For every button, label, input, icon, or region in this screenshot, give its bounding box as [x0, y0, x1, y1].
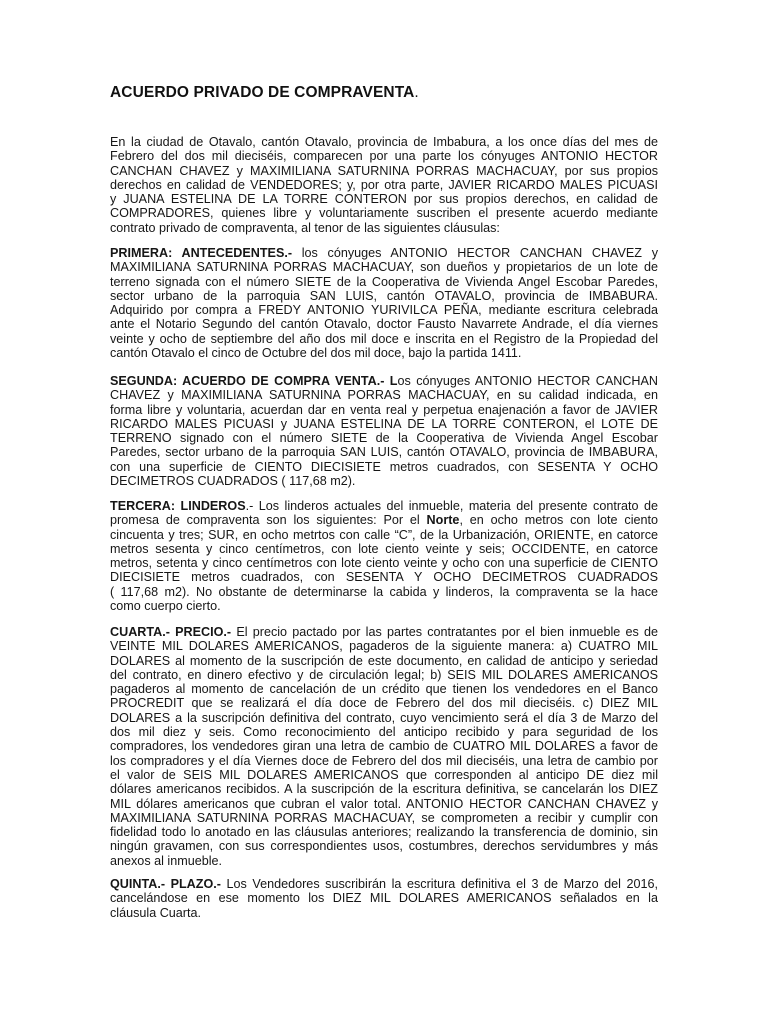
- clause-line: [110, 625, 658, 639]
- clause-line: forma libre y voluntaria, acuerdan dar en venta real y perpetua enajenación a favor de JAVIER: [110, 402, 658, 417]
- clause-text: , en ocho metros con lote ciento: [459, 513, 659, 528]
- clause-line: Paredes, sector urbano de la parroquia SAN LUIS, cantón OTAVALO, provincia de IMBABURA,: [110, 445, 658, 460]
- clause-line: compradores, los vendedores giran una letra de cambio de CUATRO MIL DOLARES a favor de: [110, 739, 658, 754]
- clause-cuarta: [110, 625, 658, 868]
- intro-line: CANCHAN CHAVEZ y MAXIMILIANA SATURNINA PORRAS MACHACUAY, por sus propios: [110, 163, 658, 178]
- intro-line: contrato privado de compraventa, al tenor de las siguientes cláusulas:: [110, 220, 500, 235]
- clause-line: sector urbano de la parroquia SAN LUIS, cantón OTAVALO, provincia de IMBABURA.: [110, 288, 658, 303]
- clause-line: PROCREDIT que se realizará el día doce de Febrero del dos mil dieciséis. c) DIEZ MIL: [110, 696, 658, 711]
- clause-line: Adquirido por compra a FREDY ANTONIO YURIVILCA PEÑA, mediante escritura celebrada: [110, 303, 658, 318]
- clause-text: .- Los linderos actuales del inmueble, materia del presente contrato de: [245, 499, 658, 513]
- clause-line: [110, 513, 658, 527]
- clause-line: dólares americanos recibidos. A la suscripción de la escritura definitiva, se cancelarán los DIEZ: [110, 782, 658, 797]
- intro-line: y JUANA ESTELINA DE LA TORRE CONTERON por sus propios derechos, en calidad de: [110, 192, 658, 207]
- clause-line: como cuerpo cierto.: [110, 599, 221, 614]
- clause-tercera: [110, 499, 658, 613]
- clause-line: fidelidad todo lo anotado en las cláusulas anteriores; realizando la transferencia de dominio, sin: [110, 825, 658, 840]
- clause-line: cláusula Cuarta.: [110, 905, 202, 920]
- clause-line: veinte y ocho de septiembre del año dos mil doce e inscrita en el Registro de la Propiedad del: [110, 331, 658, 346]
- clause-heading: PRIMERA: ANTECEDENTES.-: [110, 246, 293, 260]
- clause-emphasis: Norte: [426, 513, 460, 528]
- clause-quinta: [110, 877, 658, 920]
- clause-line: metros, setenta y cinco centímetros con lote ciento veinte y ocho con una superficie de CIENTO: [110, 556, 658, 571]
- intro-paragraph: [110, 135, 658, 235]
- clause-line: MIL dólares americanos que cubran el valor total. ANTONIO HECTOR CANCHAN CHAVEZ y: [110, 796, 658, 811]
- clause-line: TERRENO signado con el número SIETE de la Cooperativa de Vivienda Angel Escobar: [110, 431, 658, 446]
- clause-line: con una superficie de CIENTO DIECISIETE metros cuadrados, con SESENTA Y OCHO: [110, 459, 658, 474]
- clause-line: [110, 499, 658, 513]
- clause-line: DIECISIETE metros cuadrados, con SESENTA Y OCHO DECIMETROS CUADRADOS: [110, 570, 658, 585]
- clause-text: promesa de compraventa son los siguientes: Por el: [110, 513, 427, 528]
- clause-text: El precio pactado por las partes contratantes por el bien inmueble es de: [231, 625, 658, 639]
- clause-line: [110, 246, 658, 260]
- clause-line: RICARDO MALES PICUASI y JUANA ESTELINA DE LA TORRE CONTERON, el LOTE DE: [110, 416, 658, 431]
- clause-heading: SEGUNDA: ACUERDO DE COMPRA VENTA.- L: [110, 374, 398, 388]
- title-end: .: [414, 84, 419, 101]
- clause-line: CHAVEZ y MAXIMILIANA SATURNINA PORRAS MACHACUAY, en su calidad indicada, en: [110, 388, 658, 403]
- intro-line: Febrero del dos mil dieciséis, comparecen por una parte los cónyuges ANTONIO HECTOR: [110, 149, 658, 164]
- clause-line: ( 117,68 m2). No obstante de determinarse la cabida y linderos, la compraventa se la hace: [110, 584, 658, 599]
- clause-line: dos mil diez y seis. Como reconocimiento del anticipo recibido y para seguridad de los: [110, 725, 658, 740]
- clause-line: MAXIMILIANA SATURNINA PORRAS MACHACUAY, son dueños y propietarios de un lote de: [110, 260, 658, 275]
- title-text: ACUERDO PRIVADO DE COMPRAVENTA: [110, 84, 415, 101]
- clause-line: DOLARES al momento de la suscripción de este documento, en calidad de anticipo y seriedad: [110, 653, 658, 668]
- clause-line: pagaderos al momento de cancelación de un crédito que tienen los vendedores en el Banco: [110, 682, 658, 697]
- clause-heading: CUARTA.- PRECIO.-: [110, 625, 232, 639]
- clause-line: cantón Otavalo el cinco de Octubre del dos mil doce, bajo la partida 1411.: [110, 346, 522, 361]
- clause-text: Los Vendedores suscribirán la escritura definitiva el 3 de Marzo del 2016,: [220, 877, 659, 891]
- clause-line: cincuenta y tres; SUR, en ocho metrtos con calle “C”, de la Urbanización, ORIENTE, en catorce: [110, 527, 658, 542]
- clause-line: ningún gravamen, con sus correspondientes usos, costumbres, derechos servidumbres y más: [110, 839, 658, 854]
- intro-line: derechos en calidad de VENDEDORES; y, por otra parte, JAVIER RICARDO MALES PICUASI: [110, 177, 658, 192]
- clause-line: DECIMETROS CUADRADOS ( 117,68 m2).: [110, 474, 356, 489]
- clause-heading: TERCERA: LINDEROS: [110, 499, 246, 513]
- clause-line: DOLARES a la suscripción definitiva del contrato, cuyo vencimiento será el día 3 de Marzo del: [110, 710, 658, 725]
- clause-primera: [110, 246, 658, 360]
- document-title: [110, 84, 419, 102]
- clause-text: los cónyuges ANTONIO HECTOR CANCHAN CHAVEZ y: [292, 246, 658, 260]
- clause-line: el valor de SEIS MIL DOLARES AMERICANOS que corresponden al anticipo DE diez mil: [110, 767, 658, 782]
- clause-heading: QUINTA.- PLAZO.-: [110, 877, 221, 891]
- clause-line: VEINTE MIL DOLARES AMERICANOS, pagaderos de la siguiente manera: a) CUATRO MIL: [110, 639, 658, 654]
- intro-line: COMPRADORES, quienes libre y voluntariamente suscriben el presente acuerdo mediante: [110, 206, 658, 221]
- clause-line: MAXIMILIANA SATURNINA PORRAS MACHACUAY, se comprometen a recibir y cumplir con: [110, 810, 658, 825]
- clause-line: del contrato, en dinero efectivo y de circulación legal; b) SEIS MIL DOLARES AMERICANOS: [110, 667, 658, 682]
- clause-line: ante el Notario Segundo del cantón Otavalo, doctor Fausto Navarrete Andrade, el día viernes: [110, 317, 658, 332]
- clause-line: [110, 877, 658, 891]
- clause-line: los compradores y el día Viernes doce de Febrero del dos mil dieciséis, una letra de cambio por: [110, 753, 658, 768]
- clause-line: cancelándose en ese momento los DIEZ MIL DOLARES AMERICANOS señalados en la: [110, 891, 658, 906]
- clause-line: [110, 374, 658, 388]
- clause-line: metros sesenta y cinco centímetros, con lote ciento veinte y seis; OCCIDENTE, en catorce: [110, 541, 658, 556]
- clause-segunda: [110, 374, 658, 488]
- clause-text: os cónyuges ANTONIO HECTOR CANCHAN: [397, 374, 658, 388]
- clause-line: terreno signada con el número SIETE de la Cooperativa de Vivienda Angel Escobar Paredes,: [110, 274, 658, 289]
- clause-line: anexos al inmueble.: [110, 853, 223, 868]
- intro-line: En la ciudad de Otavalo, cantón Otavalo, provincia de Imbabura, a los once días del mes de: [110, 135, 658, 149]
